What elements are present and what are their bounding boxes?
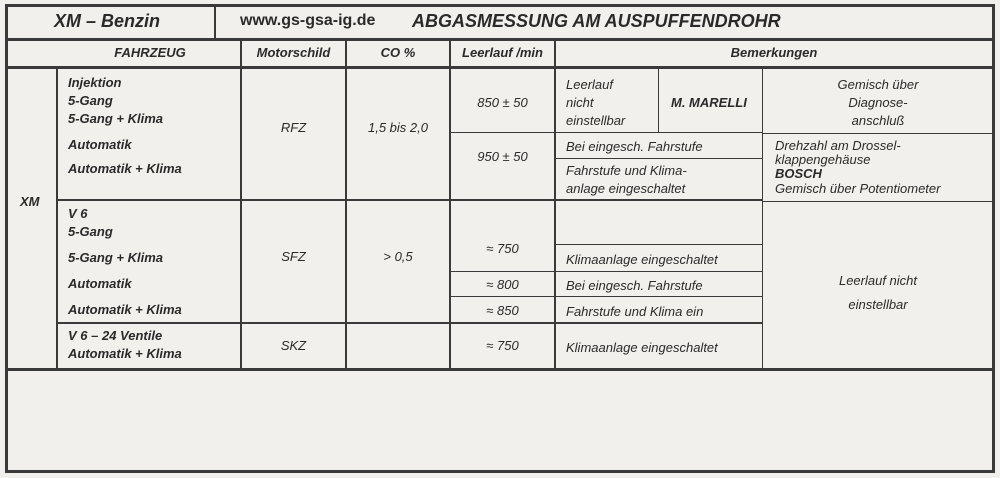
col-header-co: CO % [380,45,416,60]
rule-bosch-bottom [762,201,995,202]
vline-marelli [658,68,659,132]
vline-model [56,66,58,370]
rule-title-bottom [5,38,995,41]
vehicle-label: Automatik + Klima [68,302,182,317]
rule-header-bottom [5,66,995,69]
vline-title-sep [214,4,216,40]
rule-group1-bottom [57,199,762,201]
vehicle-label: Automatik + Klima [68,161,182,176]
vline-right [992,4,995,473]
remark-text: Diagnose- [848,95,908,110]
rule-group2-bottom [57,322,762,324]
remark-text: Bei eingesch. Fahrstufe [566,139,703,154]
brand-marelli: M. MARELLI [671,95,747,110]
remark-text: einstellbar [566,113,626,128]
col-header-fahrzeug: FAHRZEUG [114,45,186,60]
motorschild-code: SKZ [280,338,307,353]
brand-bosch: BOSCH [775,166,822,181]
vline-motorschild [240,38,242,370]
co-value: 1,5 bis 2,0 [368,120,428,135]
remark-text: nicht [566,95,594,110]
rule-remark-1 [555,158,762,159]
vehicle-label: Automatik [68,137,132,152]
rule-rpm-1 [450,132,762,133]
vline-co [345,38,347,370]
rpm-value: 950 ± 50 [477,149,528,164]
vehicle-label: Injektion [68,75,122,90]
vehicle-label: Automatik [68,276,132,291]
model-fuel-title: XM – Benzin [54,11,161,31]
remark-text: klappengehäuse [775,152,871,167]
col-header-leerlauf: Leerlauf /min [462,45,543,60]
vehicle-label: V 6 [68,206,88,221]
vline-left [5,4,8,473]
model-label: XM [20,194,40,209]
remark-text: einstellbar [848,297,908,312]
col-header-bemerkungen: Bemerkungen [730,45,818,60]
motorschild-code: RFZ [280,120,307,135]
rule-rpm-2 [450,271,762,272]
website-url: www.gs-gsa-ig.de [240,12,376,29]
rule-header-bemerk [762,133,995,134]
co-value: > 0,5 [383,249,413,264]
rule-remark-2 [555,244,762,245]
vehicle-label: 5-Gang + Klima [68,250,163,265]
remark-text: Leerlauf nicht [838,273,918,288]
motorschild-code: SFZ [281,249,306,264]
vehicle-label: V 6 – 24 Ventile [68,328,163,343]
remark-text: Drehzahl am Drossel- [775,138,901,153]
rpm-value: ≈ 750 [486,241,519,256]
vehicle-label: Automatik + Klima [68,346,182,361]
vehicle-label: 5-Gang [68,224,113,239]
remark-text: anlage eingeschaltet [566,181,686,196]
remark-text: Fahrstufe und Klima ein [566,304,704,319]
rule-page-bottom [5,470,995,473]
remark-text: Leerlauf [566,77,613,92]
remark-text: Gemisch über Potentiometer [775,181,941,196]
vehicle-label: 5-Gang [68,93,113,108]
rpm-value: ≈ 750 [486,338,519,353]
remark-text: Gemisch über [837,77,919,92]
remark-text: Bei eingesch. Fahrstufe [566,278,703,293]
rule-table-bottom [5,368,995,371]
rpm-value: 850 ± 50 [477,95,528,110]
vline-bemerk-right [762,68,763,370]
remark-text: Fahrstufe und Klima- [566,163,687,178]
vline-bemerk [554,38,556,370]
remark-text: Klimaanlage eingeschaltet [566,252,718,267]
rule-top [5,4,995,7]
vline-leerlauf [449,38,451,370]
rule-rpm-3 [450,296,762,297]
page-heading: ABGASMESSUNG AM AUSPUFFENDROHR [412,11,781,31]
rpm-value: ≈ 850 [486,303,519,318]
vehicle-label: 5-Gang + Klima [68,111,163,126]
col-header-motorschild: Motorschild [256,45,331,60]
rpm-value: ≈ 800 [486,277,519,292]
remark-text: Klimaanlage eingeschaltet [566,340,718,355]
remark-text: anschluß [851,113,905,128]
